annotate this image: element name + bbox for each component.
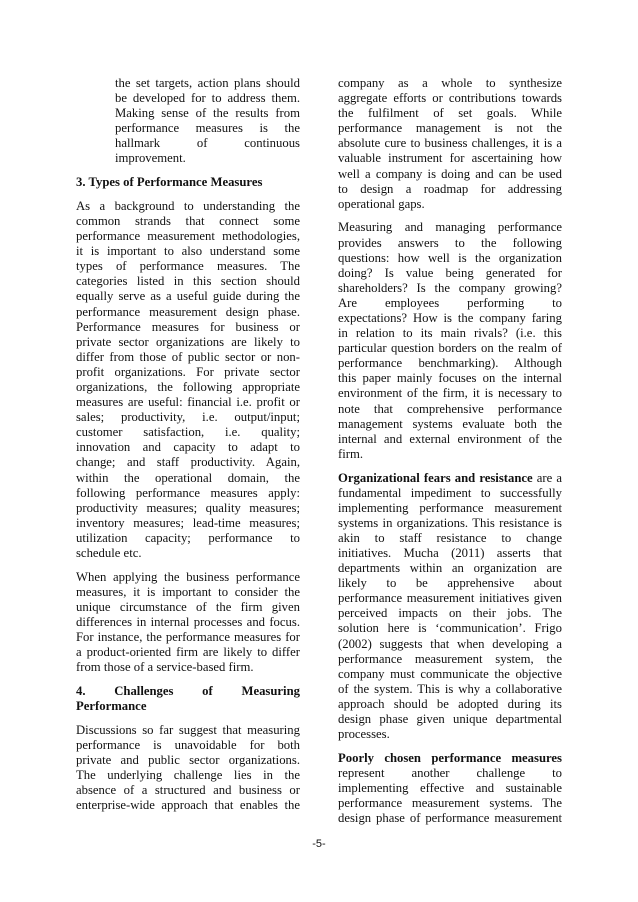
line-text: internal and external environment of the: [338, 431, 562, 446]
text-line: [338, 637, 562, 652]
line-text: differ from those of public sector or non-: [76, 349, 300, 364]
text-line: [338, 386, 562, 401]
line-text: performance benchmarking). Although: [338, 356, 562, 371]
line-text: performance measurement system, the: [338, 651, 562, 666]
text-line: [76, 410, 300, 425]
line-text: performance measures is the: [115, 121, 300, 136]
text-line: [338, 621, 562, 636]
text-line: [76, 91, 300, 106]
line-text: differences in internal processes and focus.: [76, 614, 300, 629]
text-line: [76, 106, 300, 121]
bold-lead-phrase: Organizational fears and resistance: [338, 470, 533, 485]
line-text: of the system. This is why a collaborative: [338, 681, 562, 696]
text-line: [76, 660, 300, 675]
line-text: firm.: [338, 446, 364, 461]
text-line: [338, 326, 562, 341]
text-line: [76, 136, 300, 151]
text-line: [76, 305, 300, 320]
text-line: [338, 151, 562, 166]
line-text: in relation to its main rivals? (i.e. this: [338, 326, 562, 341]
text-line: [338, 576, 562, 591]
text-line: [338, 652, 562, 667]
text-line: [338, 220, 562, 235]
line-text: utilization capacity; performance to: [76, 530, 300, 545]
text-line: [338, 266, 562, 281]
line-text: absolute cure to business challenges, it is a: [338, 136, 562, 151]
line-text: shareholders? Is the company growing?: [338, 280, 562, 295]
text-line: [76, 289, 300, 304]
line-text: company must communicate the objective: [338, 666, 562, 681]
text-line: [76, 645, 300, 660]
paragraph-gap: [338, 212, 562, 221]
line-text: For instance, the performance measures for: [76, 630, 300, 645]
text-line: [338, 106, 562, 121]
line-text: provides answers to the following: [338, 235, 562, 250]
text-line: [338, 727, 562, 742]
line-text: performance management is not the: [338, 121, 562, 136]
line-text: sales; productivity, i.e. output/input;: [76, 410, 300, 425]
line-text: When applying the business performance: [76, 569, 300, 584]
text-line: [338, 766, 562, 781]
line-text: The underlying challenge lies in the: [76, 768, 300, 782]
text-line: [338, 182, 562, 197]
left-column: [76, 76, 300, 813]
paragraph-gap: [76, 675, 300, 684]
text-line: [338, 402, 562, 417]
line-text: solution here is ‘communication’. Frigo: [338, 621, 562, 636]
text-line: [338, 561, 562, 576]
text-line: [76, 600, 300, 615]
line-text: schedule etc.: [76, 546, 142, 560]
text-line: [76, 244, 300, 259]
line-text: note that comprehensive performance: [338, 401, 562, 416]
text-line: [76, 365, 300, 380]
text-line: [338, 371, 562, 386]
line-text: following performance measures apply:: [76, 485, 300, 500]
line-text: fundamental impediment to successfully: [338, 485, 562, 500]
text-line: [76, 320, 300, 335]
section-heading-line: [76, 699, 300, 714]
text-line: [338, 811, 562, 826]
line-text: operational gaps.: [338, 196, 425, 211]
right-column: [338, 76, 562, 826]
text-line: [338, 197, 562, 212]
line-text: company as a whole to synthesize: [338, 76, 562, 90]
text-line: [338, 606, 562, 621]
line-text: 3. Types of Performance Measures: [76, 175, 263, 190]
text-line: [76, 151, 300, 166]
text-line: [76, 738, 300, 753]
bold-lead-phrase: Poorly chosen performance measures: [338, 750, 562, 765]
text-line: [338, 236, 562, 251]
line-text: design phase given unique departmental: [338, 712, 562, 727]
text-line: [338, 516, 562, 531]
text-line: [76, 516, 300, 531]
text-line: [76, 570, 300, 585]
text-line: [76, 501, 300, 516]
text-line: [76, 783, 300, 798]
line-text: categories listed in this section should: [76, 274, 300, 289]
line-text: performance measurement initiatives given: [338, 591, 562, 606]
text-line: [338, 432, 562, 447]
text-line: [76, 798, 300, 813]
text-line: [338, 796, 562, 811]
line-text: initiatives. Mucha (2011) asserts that: [338, 546, 562, 560]
text-line: [76, 199, 300, 214]
line-text: measures are useful: financial i.e. profit or: [76, 395, 300, 410]
paragraph-gap: [76, 167, 300, 176]
text-line: [76, 425, 300, 440]
text-line: [338, 417, 562, 432]
line-text: performance measurement systems. The: [338, 796, 562, 811]
line-text: well a company is doing and can be used: [338, 166, 562, 181]
text-line: [76, 350, 300, 365]
line-text: perceived impacts on their jobs. The: [338, 606, 562, 621]
text-line: [338, 781, 562, 796]
text-line: [76, 630, 300, 645]
text-line: [76, 723, 300, 738]
line-text: questions: how well is the organization: [338, 250, 562, 265]
page-number: -5-: [312, 838, 326, 850]
text-line: [76, 259, 300, 274]
line-text: equally serve as a useful guide during the: [76, 289, 300, 304]
section-heading-line: [76, 175, 300, 190]
line-text: improvement.: [115, 151, 186, 166]
line-text: akin to staff resistance to change: [338, 530, 562, 545]
line-text: are a: [532, 470, 563, 485]
text-line: [338, 667, 562, 682]
text-line: [76, 455, 300, 470]
line-text: hallmark of continuous: [115, 136, 300, 151]
line-text: Discussions so far suggest that measuring: [76, 722, 300, 737]
paragraph-gap: [76, 714, 300, 723]
line-text: As a background to understanding the: [76, 198, 300, 213]
line-text: organizations, the following appropriate: [76, 379, 300, 394]
line-text: innovation and capacity to adapt to: [76, 440, 300, 455]
line-text: expectations? How is the company faring: [338, 311, 562, 325]
line-text: from those of a service-based firm.: [76, 660, 254, 675]
text-line: [338, 682, 562, 697]
line-text: enterprise-wide approach that enables the: [76, 798, 300, 813]
text-line: [338, 251, 562, 266]
text-line: [76, 76, 300, 91]
text-line: [338, 697, 562, 712]
line-text: absence of a structured and business or: [76, 783, 300, 798]
line-text: performance measurement methodologies,: [76, 229, 300, 244]
text-line: [338, 531, 562, 546]
line-text: profit organizations. For private sector: [76, 364, 300, 379]
line-text: private sector organizations are likely to: [76, 334, 300, 349]
paragraph-gap: [76, 190, 300, 199]
line-text: the fulfilment of set goals. While: [338, 106, 562, 121]
text-line: [76, 335, 300, 350]
line-text: productivity measures; quality measures;: [76, 500, 300, 515]
line-text: inventory measures; lead-time measures;: [76, 515, 300, 530]
line-text: Performance: [76, 699, 147, 714]
text-line: [338, 471, 562, 486]
text-line: [338, 76, 562, 91]
text-line: [76, 585, 300, 600]
line-text: Performance measures for business or: [76, 319, 300, 334]
line-text: doing? Is value being generated for: [338, 265, 562, 280]
text-line: [76, 380, 300, 395]
line-text: to design a roadmap for addressing: [338, 181, 562, 196]
text-line: [338, 167, 562, 182]
line-text: valuable instrument for ascertaining how: [338, 151, 562, 166]
text-line: [338, 751, 562, 766]
text-line: [338, 311, 562, 326]
line-text: Are employees performing to: [338, 295, 562, 310]
text-line: [76, 486, 300, 501]
line-text: a product-oriented firm are likely to differ: [76, 645, 300, 660]
text-line: [338, 356, 562, 371]
line-text: likely to be apprehensive about: [338, 576, 562, 591]
text-line: [338, 591, 562, 606]
line-text: 4. Challenges of Measuring: [76, 683, 300, 698]
text-line: [338, 121, 562, 136]
line-text: processes.: [338, 727, 390, 742]
text-line: [338, 91, 562, 106]
paragraph-gap: [338, 462, 562, 471]
text-line: [76, 531, 300, 546]
line-text: approach should be adopted during its: [338, 696, 562, 711]
line-text: the set targets, action plans should: [115, 76, 300, 90]
line-text: Making sense of the results from: [115, 106, 300, 121]
text-line: [76, 121, 300, 136]
line-text: types of performance measures. The: [76, 259, 300, 274]
text-line: [338, 136, 562, 151]
line-text: it is important to also understand some: [76, 244, 300, 259]
line-text: (2002) suggests that when developing a: [338, 636, 562, 651]
text-line: [338, 486, 562, 501]
line-text: Measuring and managing performance: [338, 220, 562, 235]
line-text: measures, it is important to consider the: [76, 584, 300, 599]
text-line: [76, 274, 300, 289]
line-text: this paper mainly focuses on the internal: [338, 371, 562, 386]
line-text: be developed for to address them.: [115, 91, 300, 106]
line-text: implementing effective and sustainable: [338, 781, 562, 795]
text-line: [76, 471, 300, 486]
text-line: [338, 712, 562, 727]
line-text: performance is unavoidable for both: [76, 737, 300, 752]
text-line: [76, 615, 300, 630]
line-text: unique circumstance of the firm given: [76, 599, 300, 614]
section-heading-line: [76, 684, 300, 699]
line-text: represent another challenge to: [338, 765, 562, 780]
line-text: environment of the firm, it is necessary to: [338, 386, 562, 401]
text-line: [338, 296, 562, 311]
line-text: change; and staff productivity. Again,: [76, 455, 300, 470]
text-line: [76, 214, 300, 229]
text-line: [338, 281, 562, 296]
text-line: [338, 341, 562, 356]
line-text: departments within an organization are: [338, 561, 562, 576]
line-text: systems in organizations. This resistance is: [338, 515, 562, 530]
line-text: particular question borders on the realm of: [338, 341, 562, 356]
text-line: [338, 501, 562, 516]
text-line: [338, 546, 562, 561]
line-text: customer satisfaction, i.e. quality;: [76, 425, 300, 440]
line-text: aggregate efforts or contributions towards: [338, 91, 562, 106]
line-text: within the operational domain, the: [76, 470, 300, 485]
text-line: [76, 229, 300, 244]
text-line: [76, 395, 300, 410]
text-line: [76, 440, 300, 455]
line-text: private and public sector organizations.: [76, 752, 300, 767]
line-text: common strands that connect some: [76, 213, 300, 228]
paragraph-gap: [76, 561, 300, 570]
text-line: [338, 447, 562, 462]
text-line: [76, 753, 300, 768]
paragraph-gap: [338, 742, 562, 751]
line-text: management systems evaluate both the: [338, 416, 562, 431]
line-text: implementing performance measurement: [338, 500, 562, 515]
text-line: [76, 546, 300, 561]
text-line: [76, 768, 300, 783]
line-text: performance measurement design phase.: [76, 304, 300, 319]
line-text: design phase of performance measurement: [338, 811, 562, 826]
